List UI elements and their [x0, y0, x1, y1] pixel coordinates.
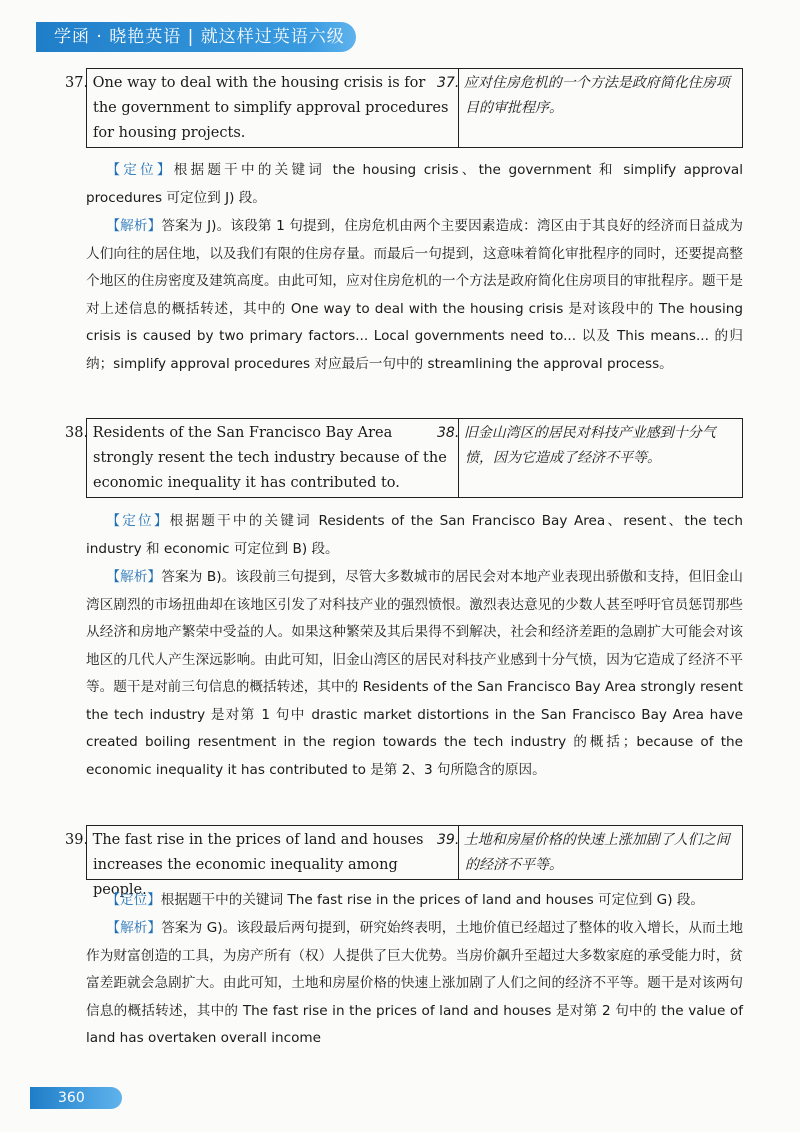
question-39-chinese: 39. 土地和房屋价格的快速上涨加剧了人们之间的经济不平等。: [437, 832, 730, 873]
q37-location: [86, 157, 743, 212]
q39-analysis-text: 答案为 G)。该段最后两句提到，研究始终表明，土地价值已经超过了整体的收入增长，从而土地作为财富创造的工具，为房产所有（权）人提供了巨大优势。当房价飙升至超过大多数家庭的承受能力时，贫富差距就会急剧扩大。由此可知，土地和房屋价格的快速上涨加剧了人们之间的经济不平等。题干是对该两句信息的概括转述，其中的 The fast rise in the prices of land and houses 是对第 2 句中的 the value of land has overtaken overall income: [86, 920, 744, 1046]
header-banner: [36, 22, 356, 52]
analysis-tag: 【解析】: [106, 920, 162, 936]
location-tag: 【定位】: [106, 513, 170, 529]
page-number-badge: [30, 1087, 122, 1109]
q38-location-text: 根据题干中的关键词 Residents of the San Francisco Bay Area、resent、the tech industry 和 economic 可定位到 B) 段。: [86, 513, 743, 557]
q39-location: [86, 887, 743, 915]
question-38-chinese: 38. 旧金山湾区的居民对科技产业感到十分气愤，因为它造成了经济不平等。: [437, 425, 716, 466]
header-title: 学函 · 晓艳英语 | 就这样过英语六级: [54, 27, 345, 47]
q38-location: [86, 508, 743, 563]
q39-analysis: [86, 915, 743, 1053]
page-number: 360: [58, 1090, 85, 1106]
question-37-english: 37. One way to deal with the housing crisis is for the government to simplify approval procedures for housing projects.: [87, 69, 459, 147]
q37-analysis-text: 答案为 J)。该段第 1 句提到，住房危机由两个主要因素造成：湾区由于其良好的经济而日益成为人们向往的居住地，以及我们有限的住房存量。而最后一句提到，这意味着简化审批程序的同时，还要提高整个地区的住房密度及建筑高度。由此可知，应对住房危机的一个方法是政府简化住房项目的审批程序。题干是对上述信息的概括转述，其中的 One way to deal with the housing crisis 是对该段中的 The housing crisis is caused by two primary factors... Local governments need to... 以及 This means... 的归纳；simplify approval procedures 对应最后一句中的 streamlining the approval process。: [86, 218, 744, 372]
question-37-chinese: 37. 应对住房危机的一个方法是政府简化住房项目的审批程序。: [437, 75, 730, 116]
question-38-english: 38. Residents of the San Francisco Bay Area strongly resent the tech industry because of the economic inequality it has contributed to.: [87, 419, 459, 497]
analysis-tag: 【解析】: [106, 218, 162, 234]
q37-analysis: [86, 213, 743, 378]
question-box-38: [65, 418, 743, 498]
q37-location-text: 根据题干中的关键词 the housing crisis、the government 和 simplify approval procedures 可定位到 J) 段。: [86, 162, 744, 206]
location-tag: 【定位】: [106, 162, 174, 178]
q38-analysis-text: 答案为 B)。该段前三句提到，尽管大多数城市的居民会对本地产业表现出骄傲和支持，但旧金山湾区剧烈的市场扭曲却在该地区引发了对科技产业的强烈愤恨。激烈表达意见的少数人甚至呼吁官员惩罚那些从经济和房地产繁荣中受益的人。如果这种繁荣及其后果得不到解决，社会和经济差距的急剧扩大可能会对该地区的几代人产生深远影响。由此可知，旧金山湾区的居民对科技产业感到十分气愤，因为它造成了经济不平等。题干是对前三句信息的概括转述，其中的 Residents of the San Francisco Bay Area strongly resent the tech industry 是对第 1 句中 drastic market distortions in the San Francisco Bay Area have created boiling resentment in the region towards the tech industry 的概括；because of the economic inequality it has contributed to 是第 2、3 句所隐含的原因。: [86, 569, 744, 778]
question-box-39: [65, 825, 743, 898]
location-tag: 【定位】: [106, 892, 161, 908]
analysis-tag: 【解析】: [106, 569, 162, 585]
question-39-english: 39. The fast rise in the prices of land and houses increases the economic inequality among people.: [87, 826, 459, 879]
q39-location-text: 根据题干中的关键词 The fast rise in the prices of land and houses 可定位到 G) 段。: [160, 892, 705, 908]
q38-analysis: [86, 564, 743, 784]
question-box-37: [65, 68, 743, 148]
